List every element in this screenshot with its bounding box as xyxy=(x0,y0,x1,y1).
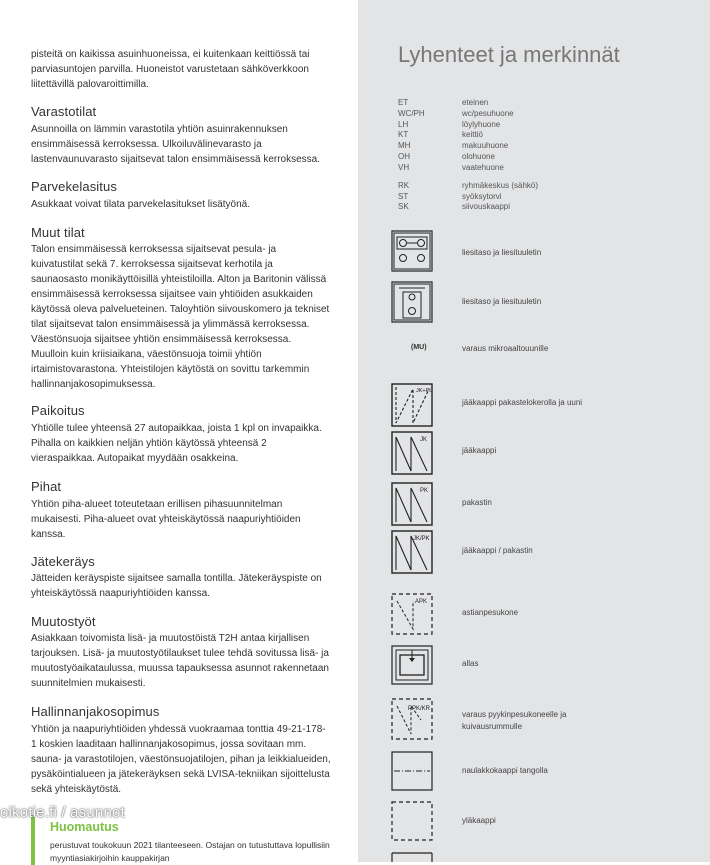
abbr-code: VH xyxy=(398,163,410,172)
section-text-muut-tilat: Talon ensimmäisessä kerroksessa sijaitsevat pesula- ja kuivatustilat sekä 7. kerroksessa sijaitsevat kerhotila ja saunaosasto monikäyttöisillä yhteistiloilla. Alton ja Baritonin välissä ensimmäisessä kerroksessa sijaitsee vain yhtiöiden asukkaiden käytössä oleva palvelueteinen. Taloyhtiön siivouskomero ja tekniset tilat sijaitsevat talon ensimmäisessä ja ylimmässä kerroksessa. Väestönsuoja sijaitsee yhtiön ensimmäisessä kerroksessa. Muulloin kuin kriisiaikana, väestönsuoja toimii yhtiön irtaimistovarastona. Yhteistilojen käytöstä on sovittu tarkemmin hallinnanjakosopimuksessa. xyxy=(31,244,330,390)
upper-cabinet-icon xyxy=(391,801,433,841)
section-text-jatekerays: Jätteiden keräyspiste sijaitsee samalla tontilla. Jätekeräyspiste on yhteiskäytössä naapuriyhtiöiden kanssa. xyxy=(31,573,322,599)
symbol-label: naulakkokaappi tangolla xyxy=(462,766,548,775)
abbr-meaning: wc/pesuhuone xyxy=(462,109,514,118)
note-accent-bar xyxy=(31,815,35,865)
section-text-pihat: Yhtiön piha-alueet toteutetaan erillisen pihasuunnitelman mukaisesti. Piha-alueet ovat yhteiskäytössä naapuriyhtiöiden kanssa. xyxy=(31,499,301,540)
watermark: oikotie.fi / asunnot xyxy=(0,804,125,821)
fridge-icon xyxy=(391,431,433,475)
symbol-label: astianpesukone xyxy=(462,608,519,617)
symbol-label: varaus mikroaaltouunille xyxy=(462,344,549,353)
abbr-meaning: vaatehuone xyxy=(462,163,504,172)
section-text-hallinnanjakosopimus: Yhtiön ja naapuriyhtiöiden yhdessä vuokraamaa tonttia 49-21-178-1 koskien laaditaan hallinnanjakosopimus, jossa sovitaan mm. sauna- ja varastotilojen, väestönsuojatilojen, pihan ja leikkialueiden, pysäköintialueen ja jätekeräyksen sekä LVISA-tekniikan sijoittelusta sekä yhteiskäytöstä. xyxy=(31,724,331,795)
section-text-muutostyot: Asiakkaan toivomista lisä- ja muutostöistä T2H antaa kirjallisen tarjouksen. Lisä- ja muutostyötilaukset tulee tehdä sovitussa lisä- ja muutostyöaikataulussa, muussa tapauksessa asunnot rakennetaan suunnitelmien mukaisesti. xyxy=(31,633,329,689)
intro-paragraph: pisteitä on kaikissa asuinhuoneissa, ei kuitenkaan keittiössä tai parviasuntojen parvilla. Huoneistot varustetaan sähköverkkoon liitettävillä palovaroittimilla. xyxy=(31,49,310,90)
washer-dryer-icon xyxy=(391,698,433,740)
section-text-parvekelasitus: Asukkaat voivat tilata parvekelasitukset lisätyönä. xyxy=(31,199,250,210)
svg-text:APK: APK xyxy=(415,599,428,605)
section-text-paikoitus: Yhtiölle tulee yhteensä 27 autopaikkaa, joista 1 kpl on invapaikka. Pihalla on kaikkien neljän yhtiön käytössä yhteensä 2 vieraspaikkaa. Autopaikat myydään osakkeina. xyxy=(31,423,322,464)
freezer-icon xyxy=(391,482,433,526)
section-title-muut-tilat: Muut tilat xyxy=(31,225,85,240)
svg-text:PPK/KR: PPK/KR xyxy=(408,706,431,712)
note-title: Huomautus xyxy=(50,820,119,834)
section-title-paikoitus: Paikoitus xyxy=(31,403,85,418)
legend-title: Lyhenteet ja merkinnät xyxy=(398,42,620,67)
section-title-hallinnanjakosopimus: Hallinnanjakosopimus xyxy=(31,704,160,719)
section-text-varastotilat: Asunnoilla on lämmin varastotila yhtiön asuinrakennuksen ensimmäisessä kerroksessa. Ulkoiluvälinevarasto ja lastenvaunuvarasto sijaitsevat talon ensimmäisessä kerroksessa. xyxy=(31,124,321,165)
abbr-meaning: eteinen xyxy=(462,98,489,107)
stove-hood-icon xyxy=(391,230,433,272)
symbol-label: jääkaappi pakastelokerolla ja uuni xyxy=(462,398,583,407)
cabinet-partial-icon xyxy=(391,852,433,862)
svg-text:JK/PK: JK/PK xyxy=(413,536,430,542)
sink-icon xyxy=(391,645,433,685)
stove-hood-alt-icon xyxy=(391,281,433,323)
abbr-meaning: siivouskaappi xyxy=(462,202,511,211)
fridge-freezer-icon xyxy=(391,530,433,574)
abbr-meaning: löylyhuone xyxy=(462,120,501,129)
microwave-reservation-icon: (MU) xyxy=(411,344,427,351)
note-text: perustuvat toukokuun 2021 tilanteeseen. Ostajan on tutustuttava lopullisiin myyntiasiakirjoihin kauppakirjan xyxy=(50,840,330,863)
abbr-code: WC/PH xyxy=(398,109,425,118)
svg-text:JK: JK xyxy=(420,437,428,443)
abbr-meaning: keittiö xyxy=(462,130,483,139)
symbol-label: pakastin xyxy=(462,498,492,507)
abbr-code: KT xyxy=(398,130,409,139)
abbr-code: SK xyxy=(398,202,409,211)
abbr-meaning: makuuhuone xyxy=(462,141,509,150)
symbol-label: allas xyxy=(462,659,479,668)
symbol-label: liesitaso ja liesituuletin xyxy=(462,248,542,257)
symbol-label: liesitaso ja liesituuletin xyxy=(462,297,542,306)
coat-cabinet-icon xyxy=(391,751,433,791)
section-title-varastotilat: Varastotilat xyxy=(31,104,97,119)
fridge-freezer-drawer-icon xyxy=(391,383,433,427)
symbol-label: jääkaappi / pakastin xyxy=(462,546,533,555)
abbr-code: ST xyxy=(398,192,409,201)
abbr-code: ET xyxy=(398,98,409,107)
section-title-muutostyot: Muutostyöt xyxy=(31,614,96,629)
abbr-code: MH xyxy=(398,141,411,150)
abbr-meaning: olohuone xyxy=(462,152,495,161)
abbr-code: OH xyxy=(398,152,410,161)
symbol-label: varaus pyykinpesukoneelle ja kuivausrummulle xyxy=(462,710,567,731)
symbol-label: yläkaappi xyxy=(462,816,496,825)
abbr-code: RK xyxy=(398,181,410,190)
dishwasher-icon xyxy=(391,593,433,635)
abbr-meaning: syöksytorvi xyxy=(462,192,502,201)
abbr-code: LH xyxy=(398,120,409,129)
abbr-meaning: ryhmäkeskus (sähkö) xyxy=(462,181,539,190)
section-title-jatekerays: Jätekeräys xyxy=(31,554,95,569)
section-title-parvekelasitus: Parvekelasitus xyxy=(31,179,117,194)
section-title-pihat: Pihat xyxy=(31,479,62,494)
svg-text:PK: PK xyxy=(420,488,429,494)
svg-text:JK+PL: JK+PL xyxy=(416,388,433,394)
symbol-label: jääkaappi xyxy=(462,446,497,455)
